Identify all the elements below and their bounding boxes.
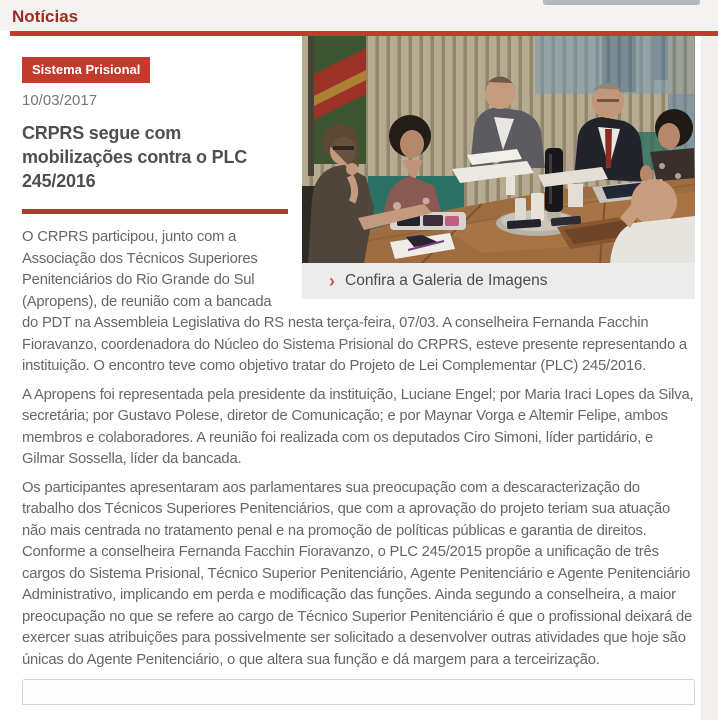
meeting-photo[interactable] xyxy=(302,36,695,263)
title-rule xyxy=(22,209,288,214)
page-gutter xyxy=(701,36,718,720)
scrollbar-thumb[interactable] xyxy=(543,0,700,5)
chevron-right-icon: › xyxy=(329,271,335,291)
category-badge[interactable]: Sistema Prisional xyxy=(22,57,150,83)
gallery-link-label: Confira a Galeria de Imagens xyxy=(345,272,548,289)
article-paragraph: Os participantes apresentaram aos parlamentares sua preocupação com a descaracterização do trabalho dos Técnicos Superiores Penitenciários, que com a aprovação do projeto teriam sua atuação não mais centrada no tratamento penal e na promoção de políticas públicas e garantia de direitos. Conforme a conselheira Fernanda Facchin Fioravanzo, o PLC 245/2015 propõe a unificação de três cargos do Sistema Prisional, Técnico Superior Penitenciário, Agente Penitenciário e Agente Penitenciário Administrativo, implicando em perda e modificação das funções. Ainda segundo a conselheira, a maior preocupação no que se refere ao cargo de Técnico Superior Penitenciário é que o profissional deixará de exercer suas atribuições para possivelmente ser solicitado a desenvolver outras atividades que hoje são únicas do Agente Penitenciário, o que altera sua função e dá margem para a terceirização. xyxy=(22,479,693,668)
news-article xyxy=(0,36,718,705)
article-paragraph: O CRPRS participou, junto com a Associação dos Técnicos Superiores Penitenciários do Rio Grande do Sul (Apropens), de reunião com a bancada do PDT na Assembleia Legislativa do RS nesta terça-feira, 07/03. A conselheira Fernanda Facchin Fioravanzo, coordenadora do Núcleo do Sistema Prisional do CRPRS, esteve presente representando a instituição. O encontro teve como objetivo tratar do Projeto de Lei Complementar (PLC) 245/2016. xyxy=(22,229,687,374)
gallery-link[interactable] xyxy=(302,263,695,299)
article-media-block xyxy=(302,36,695,299)
page-title: Notícias xyxy=(12,7,79,26)
article-paragraph: A Apropens foi representada pela presidente da instituição, Luciane Engel; por Maria Iraci Lopes da Silva, secretária; por Gustavo Polese, diretor de Comunicação; e por Maynar Vorga e Altemir Felipe, ambos membros e colaboradores. A reunião foi realizada com os deputados Ciro Simoni, líder partidário, e Gilmar Sossella, líder da bancada. xyxy=(22,386,694,467)
article-date: 10/03/2017 xyxy=(22,92,98,109)
article-title: CRPRS segue com mobilizações contra o PLC 245/2016 xyxy=(22,123,248,191)
related-content-box xyxy=(22,679,695,705)
